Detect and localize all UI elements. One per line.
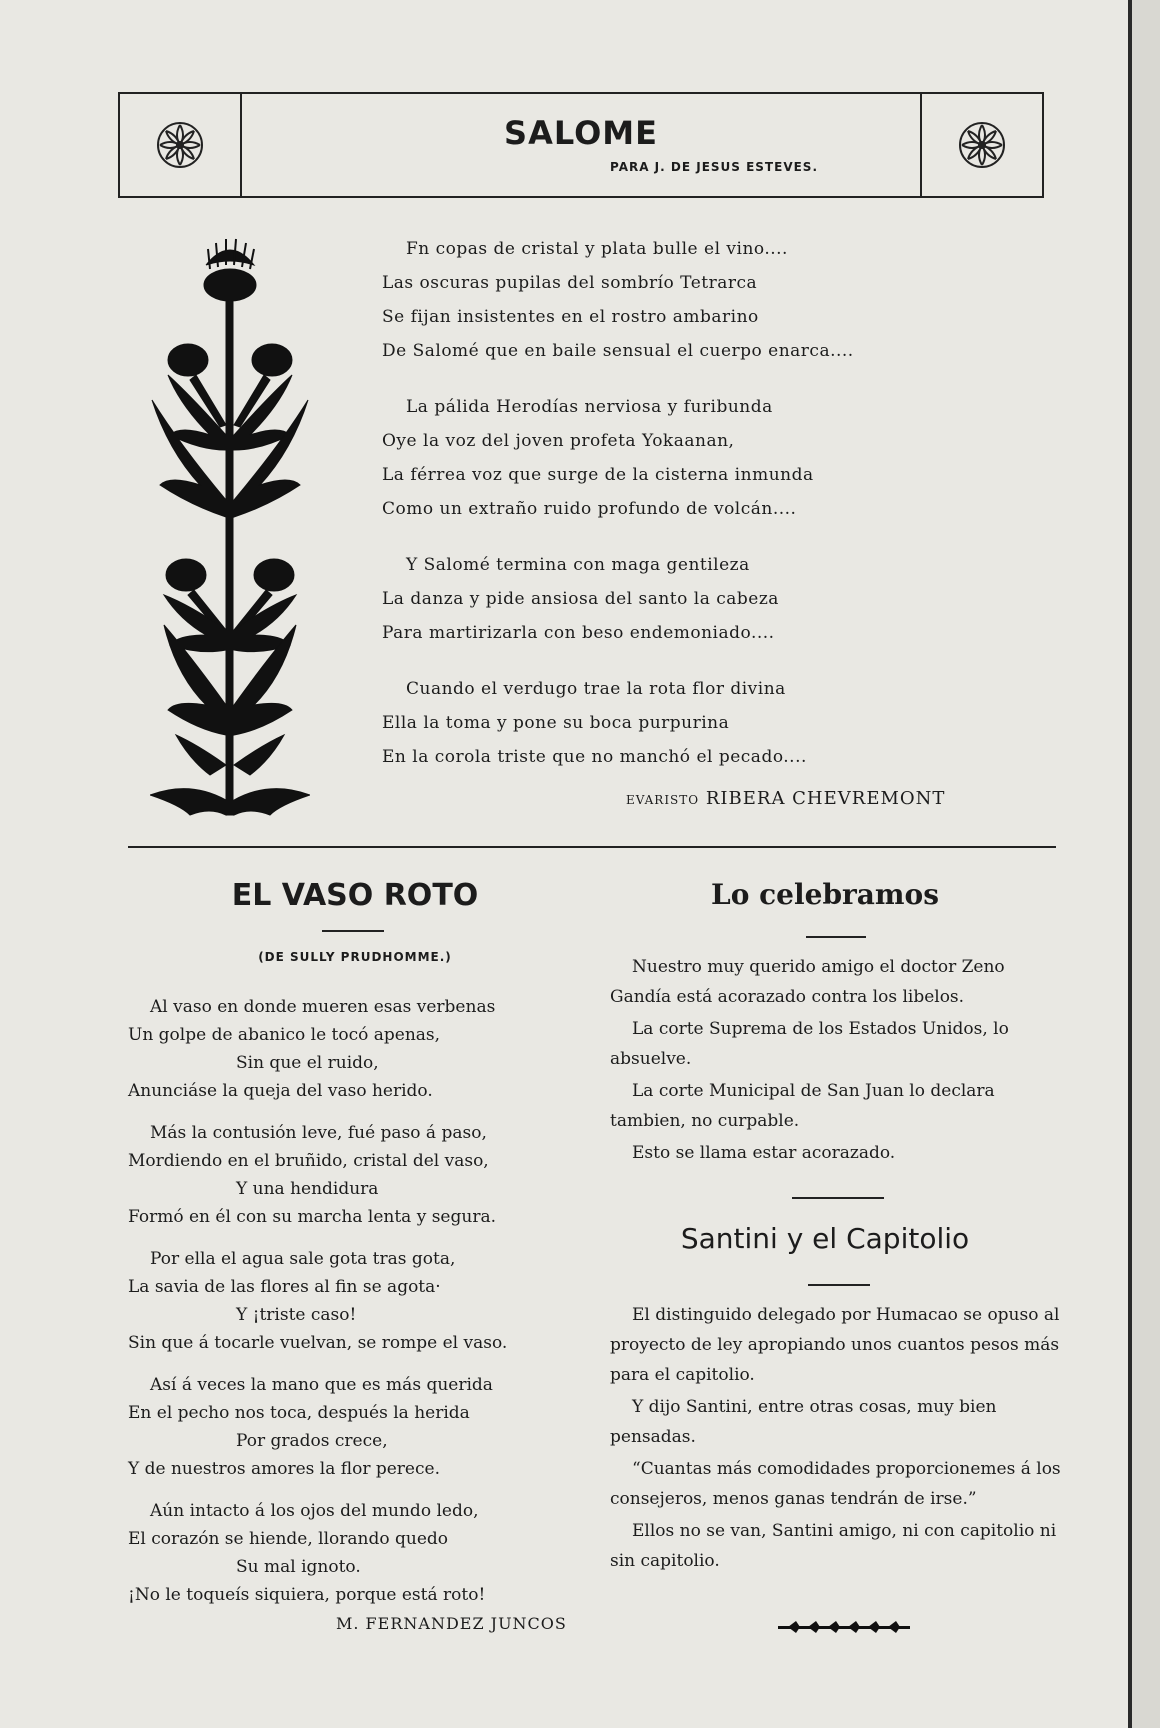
- author-last-name: RIBERA CHEVREMONT: [705, 788, 946, 809]
- ornament-icon: [778, 1620, 910, 1634]
- poem-line: En la corola triste que no manchó el pecado....: [382, 747, 807, 767]
- poem-line: Se fijan insistentes en el rostro ambarino: [382, 307, 759, 327]
- poem-stanza: [128, 1245, 598, 1357]
- poem-line: La férrea voz que surge de la cisterna inmunda: [382, 465, 814, 485]
- poem-stanza: [128, 1497, 598, 1609]
- page-edge-shadow: [1132, 0, 1160, 1728]
- paragraph: Esto se llama estar acorazado.: [632, 1143, 896, 1163]
- poem-line: Sin que el ruido,: [236, 1053, 379, 1073]
- title-rule: [806, 936, 866, 938]
- salome-header-box: [118, 92, 1044, 198]
- poem-line: La savia de las flores al fin se agota·: [128, 1277, 441, 1297]
- poem-line: Por grados crece,: [236, 1431, 388, 1451]
- vaso-title: EL VASO ROTO: [231, 878, 479, 913]
- poem-stanza: [382, 390, 1022, 526]
- poem-line: Ella la toma y pone su boca purpurina: [382, 713, 730, 733]
- page-edge: [1128, 0, 1132, 1728]
- poem-line: Fn copas de cristal y plata bulle el vino....: [406, 239, 788, 259]
- poem-line: En el pecho nos toca, después la herida: [128, 1403, 470, 1423]
- vaso-poem: [128, 993, 598, 1623]
- vaso-attribution: (DE SULLY PRUDHOMME.): [258, 950, 452, 964]
- poem-line: Formó en él con su marcha lenta y segura.: [128, 1207, 496, 1227]
- poem-line: Así á veces la mano que es más querida: [150, 1375, 493, 1395]
- celebramos-title: Lo celebramos: [711, 878, 939, 911]
- poem-line: Cuando el verdugo trae la rota flor divina: [406, 679, 786, 699]
- paragraph: “Cuantas más comodidades proporcionemes á los consejeros, menos ganas tendrán de irse.”: [610, 1459, 1061, 1509]
- salome-dedication: PARA J. DE JESUS ESTEVES.: [610, 160, 818, 174]
- section-divider: [128, 846, 1056, 848]
- poem-stanza: [128, 1371, 598, 1483]
- poem-line: Al vaso en donde mueren esas verbenas: [150, 997, 496, 1017]
- salome-title: SALOME: [504, 114, 658, 152]
- thistle-illustration-icon: [150, 235, 310, 820]
- poem-line: Como un extraño ruido profundo de volcán....: [382, 499, 797, 519]
- poem-stanza: [128, 993, 598, 1105]
- poem-line: Y Salomé termina con maga gentileza: [406, 555, 750, 575]
- poem-stanza: [382, 232, 1022, 368]
- poem-stanza: [382, 672, 1022, 774]
- title-rule: [322, 930, 384, 932]
- poem-stanza: [128, 1119, 598, 1231]
- paragraph: La corte Suprema de los Estados Unidos, lo absuelve.: [610, 1019, 1009, 1069]
- poem-line: Para martirizarla con beso endemoniado....: [382, 623, 775, 643]
- poem-line: Las oscuras pupilas del sombrío Tetrarca: [382, 273, 758, 293]
- poem-line: Aún intacto á los ojos del mundo ledo,: [150, 1501, 479, 1521]
- poem-line: Y de nuestros amores la flor perece.: [128, 1459, 440, 1479]
- poem-line: La pálida Herodías nerviosa y furibunda: [406, 397, 773, 417]
- title-rule: [808, 1284, 870, 1286]
- poem-line: Oye la voz del joven profeta Yokaanan,: [382, 431, 735, 451]
- poem-line: Y una hendidura: [236, 1179, 379, 1199]
- rosette-icon: [958, 121, 1006, 169]
- poem-line: Y ¡triste caso!: [236, 1305, 357, 1325]
- poem-line: De Salomé que en baile sensual el cuerpo enarca....: [382, 341, 854, 361]
- paragraph: Y dijo Santini, entre otras cosas, muy bien pensadas.: [610, 1397, 997, 1447]
- salome-poem: [382, 232, 1022, 796]
- poem-line: Sin que á tocarle vuelvan, se rompe el vaso.: [128, 1333, 508, 1353]
- poem-line: Un golpe de abanico le tocó apenas,: [128, 1025, 441, 1045]
- poem-line: Por ella el agua sale gota tras gota,: [150, 1249, 456, 1269]
- poem-line: Más la contusión leve, fué paso á paso,: [150, 1123, 487, 1143]
- poem-line: Anunciáse la queja del vaso herido.: [128, 1081, 433, 1101]
- header-right-panel: [920, 94, 1042, 196]
- paragraph: Nuestro muy querido amigo el doctor Zeno Gandía está acorazado contra los libelos.: [610, 957, 1005, 1007]
- salome-author: [626, 788, 945, 809]
- poem-line: ¡No le toqueís siquiera, porque está roto!: [128, 1585, 486, 1605]
- section-rule: [792, 1197, 884, 1199]
- author-first-name: EVARISTO: [626, 793, 700, 807]
- paragraph: El distinguido delegado por Humacao se opuso al proyecto de ley apropiando unos cuantos pesos más para el capitolio.: [610, 1305, 1060, 1385]
- poem-line: El corazón se hiende, llorando quedo: [128, 1529, 448, 1549]
- paragraph: Ellos no se van, Santini amigo, ni con capitolio ni sin capitolio.: [610, 1521, 1057, 1571]
- celebramos-text: [610, 952, 1070, 1170]
- poem-line: Mordiendo en el bruñido, cristal del vaso,: [128, 1151, 489, 1171]
- poem-line: La danza y pide ansiosa del santo la cabeza: [382, 589, 779, 609]
- poem-line: Su mal ignoto.: [236, 1557, 361, 1577]
- vaso-author: M. FERNANDEZ JUNCOS: [336, 1614, 567, 1633]
- paragraph: La corte Municipal de San Juan lo declara tambien, no curpable.: [610, 1081, 995, 1131]
- santini-text: [610, 1300, 1070, 1578]
- poem-stanza: [382, 548, 1022, 650]
- santini-title: Santini y el Capitolio: [680, 1222, 970, 1255]
